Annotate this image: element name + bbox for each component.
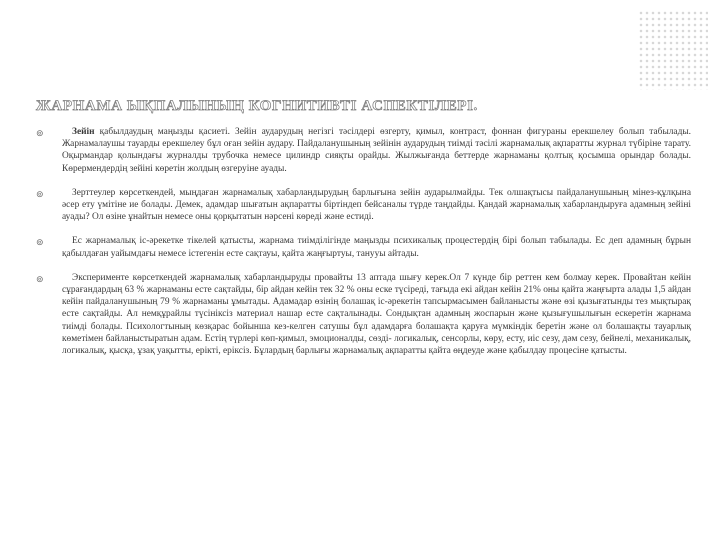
bullet-lead: Зейін [72, 127, 95, 137]
target-bullet-icon: ⊚ [36, 189, 44, 200]
bullet-text [62, 272, 691, 357]
dotted-corner-decoration [638, 10, 708, 90]
bullet-research [36, 187, 691, 224]
bullet-body: Зерттеулер көрсеткендей, мыңдаған жарнамалық хабарландырудың барлығына зейін аударылмайды. Тек олшақтысы пайдаланушының мінез-құлқына әсер ету үмітіне ие болады. Демек, адамдар шығатын ақпаратты біртіндеп бейсаналы түрде таңдайды. Қандай жарнамалық хабарландыруға адамның зейіні ауады? Ол өзіне ұнайтын немесе оны қорқытатын нәрсені көреді және естиді. [62, 187, 691, 223]
bullet-text [62, 235, 691, 259]
bullet-body: Эксперименте көрсеткендей жарнамалық хабарландыруды провайты 13 аптада шығу керек.Ол 7 күнде бір реттен кем болмау керек. Провайтан кейін сұрағандардың 63 % жарнаманы есте сақтайды, бір айдан кейін тек 32 % оны еске түсіреді, тағыда екі айдан кейін 21% оны қайта жаңғырта алады 1,5 айдан кейін пайдаланушының 79 % жарнаманы ұмытады. Адамадар өзінің болашақ іс-әрекетін тапсырмасымен байланысты және өзі қызығатынды тез мықтырақ есте сақтайды. Ал немқұрайлы түсініксіз материал нашар есте сақталынады. Сондықтан адамның жоспарын және қызығушылығын ескеретін жарнама тиімді болады. Психологтының көзқарас бойынша кез-келген сатушы бұл адамдарға болашақта қаруға мүмкіндік беретін және ол болашақты тауарлық көметімен байланыстыратын адам. Естің түрлері көп-қимыл, эмоционалды, сөзді- логикалық, сенсорлы, көру, есту, иіс сезу, дәм сезу, бейнелі, механикалық, логикалық, қысқа, ұзақ уақытты, ерікті, еріксіз. Бұлардың барлығы жарнамалық ақпаратты қайта өңдеуде және қабылдау процесіне қатысты. [62, 272, 691, 357]
target-bullet-icon: ⊚ [36, 274, 44, 285]
target-bullet-icon: ⊚ [36, 238, 44, 249]
bullet-body: қабылдаудың маңызды қасиеті. Зейін аударудың негізгі тәсілдері өзгерту, қимыл, контраст, фоннан фигураны ерекшелеу болып табылады. Жарнамалаушы тауарды ерекшелеу бұл оған зейін аудару. Пайдаланушының зейінін аударудың тиімді тәсілі жарнамалық ақпаратты журнал түбіріне тарату. Оқырмандар қолындағы журналды трубочка немесе цилиндр сияқты орайды. Жылжығанда беттерде жарнаманы қолтық қосымша орындар болады. Көрермендердің зейіні көретін жолдың өзгеруіне ауады. [62, 127, 691, 174]
slide-content [36, 126, 691, 369]
bullet-text [62, 126, 691, 175]
bullet-attention [36, 126, 691, 175]
bullet-experiment [36, 272, 691, 357]
bullet-body: Ес жарнамалық іс-әрекетке тікелей қатысты, жарнама тиімділігінде маңызды психикалық процестердің бірі болып табылады. Ес деп адамның бұрын қабылдаған уайымдағы немесе істегенін есте сақтауы, қайта жаңғыртуы, танууы айтады. [62, 236, 691, 259]
slide-title: ЖАРНАМА ЫҚПАЛЫНЫҢ КОГНИТИВТІ АСПЕКТІЛЕРІ. [36, 98, 478, 114]
bullet-text [62, 187, 691, 224]
bullet-memory [36, 235, 691, 259]
target-bullet-icon: ⊚ [36, 129, 44, 139]
